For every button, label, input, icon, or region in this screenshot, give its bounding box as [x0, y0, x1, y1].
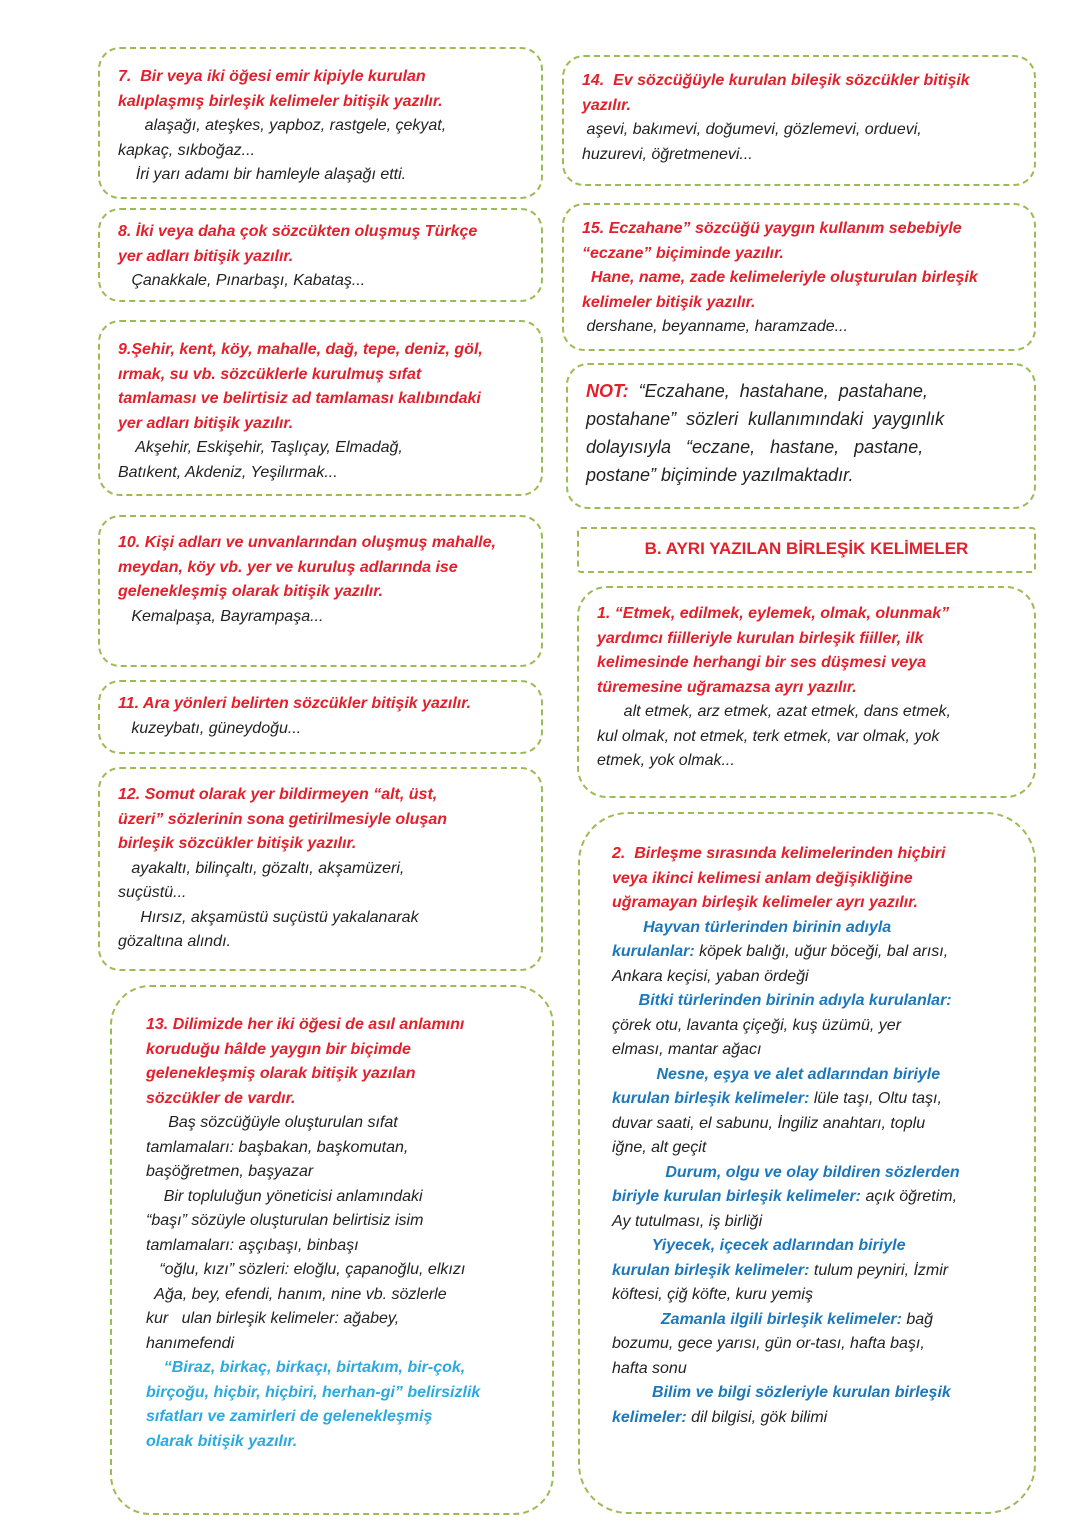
rule-13: [110, 985, 554, 1515]
text-line: [612, 1063, 1034, 1088]
text-line: yer adları bitişik yazılır.: [118, 247, 294, 265]
text-line: çörek otu, lavanta çiçeği, kuş üzümü, yer: [612, 1016, 902, 1034]
rule-10: [98, 515, 543, 667]
text-line: türemesine uğramazsa ayrı yazılır.: [597, 678, 857, 696]
text-line: kalıplaşmış birleşik kelimeler bitişik yazılır.: [118, 92, 443, 110]
text-line: kapkaç, sıkboğaz...: [118, 141, 255, 159]
text-line: [586, 461, 1016, 489]
text-line: birçoğu, hiçbir, hiçbiri, herhan-gi” belirsizlik: [146, 1383, 481, 1401]
text-line: olarak bitişik yazılır.: [146, 1432, 298, 1450]
text-line: huzurevi, öğretmenevi...: [582, 145, 753, 163]
text-line: [612, 1087, 1034, 1112]
text-line: 14. Ev sözcüğüyle kurulan bileşik sözcükler bitişik: [582, 72, 970, 89]
text-line: [612, 1185, 1034, 1210]
text-line: birleşik sözcükler bitişik yazılır.: [118, 835, 357, 852]
text-line: [612, 940, 1034, 965]
label-segment: kurulanlar:: [612, 943, 695, 960]
text-line: [586, 377, 1016, 405]
text-line: 8. İki veya daha çok sözcükten oluşmuş Türkçe: [118, 223, 478, 240]
text-line: 1. “Etmek, edilmek, eylemek, olmak, olunmak”: [597, 605, 950, 622]
text-line: aşevi, bakımevi, doğumevi, gözlemevi, orduevi,: [582, 121, 922, 138]
text-line: 10. Kişi adları ve unvanlarından oluşmuş mahalle,: [118, 534, 496, 551]
text-line: iğne, alt geçit: [612, 1139, 707, 1156]
text-line: duvar saati, el sabunu, İngiliz anahtarı, toplu: [612, 1114, 926, 1132]
text-line: Kemalpaşa, Bayrampaşa...: [118, 607, 324, 625]
text-line: 2. Birleşme sırasında kelimelerinden hiçbiri: [612, 845, 946, 862]
text-line: [612, 1259, 1034, 1284]
text-line: [612, 916, 1034, 941]
text-segment: postahane” sözleri kullanımındaki yaygınlık: [586, 409, 945, 429]
text-line: Akşehir, Eskişehir, Taşlıçay, Elmadağ,: [118, 439, 403, 456]
text-line: 11. Ara yönleri belirten sözcükler bitişik yazılır.: [118, 695, 472, 712]
text-line: [612, 1406, 1034, 1431]
text-line: gelenekleşmiş olarak bitişik yazılır.: [118, 583, 384, 600]
text-line: kul olmak, not etmek, terk etmek, var olmak, yok: [597, 727, 940, 745]
text-segment: köpek balığı, uğur böceği, bal arısı,: [694, 943, 949, 960]
text-line: gözaltına alındı.: [118, 933, 231, 950]
text-line: Ağa, bey, efendi, hanım, nine vb. sözlerle: [146, 1285, 447, 1303]
text-line: kuzeybatı, güneydoğu...: [118, 719, 302, 737]
section-b-heading: [577, 527, 1036, 573]
text-line: etmek, yok olmak...: [597, 752, 735, 769]
text-line: ırmak, su vb. sözcüklerle kurulmuş sıfat: [118, 365, 422, 383]
label-segment: biriyle kurulan birleşik kelimeler:: [612, 1188, 861, 1205]
label-segment: Nesne, eşya ve alet adlarından biriyle: [612, 1065, 941, 1083]
text-line: gelenekleşmiş olarak bitişik yazılan: [146, 1065, 416, 1082]
label-segment: kelimeler:: [612, 1408, 687, 1426]
text-line: “eczane” biçiminde yazılır.: [582, 244, 784, 262]
text-line: 13. Dilimizde her iki öğesi de asıl anlamını: [146, 1016, 465, 1033]
text-line: kur ulan birleşik kelimeler: ağabey,: [146, 1310, 400, 1327]
rule-b2: [578, 812, 1036, 1514]
label-segment: Yiyecek, içecek adlarından biriyle: [612, 1237, 906, 1254]
text-line: üzeri” sözlerinin sona getirilmesiyle oluşan: [118, 810, 447, 828]
text-line: “oğlu, kızı” sözleri: eloğlu, çapanoğlu, elkızı: [146, 1261, 466, 1278]
text-segment: dil bilgisi, gök bilimi: [686, 1408, 828, 1426]
label-segment: NOT:: [586, 381, 629, 401]
text-line: [612, 1161, 1034, 1186]
text-line: hanımefendi: [146, 1334, 235, 1352]
text-line: meydan, köy vb. yer ve kuruluş adlarında ise: [118, 558, 458, 576]
text-line: uğramayan birleşik kelimeler ayrı yazılır.: [612, 894, 918, 911]
text-line: köftesi, çiğ köfte, kuru yemiş: [612, 1286, 813, 1303]
text-line: yardımcı fiilleriyle kurulan birleşik fiiller, ilk: [597, 629, 924, 647]
rule-7: [98, 47, 543, 199]
text-line: [612, 1381, 1034, 1406]
rule-14: [562, 55, 1036, 186]
text-line: “Biraz, birkaç, birkaçı, birtakım, bir-çok,: [146, 1359, 466, 1376]
rule-b1: [577, 586, 1036, 798]
text-line: tamlamaları: aşçıbaşı, binbaşı: [146, 1236, 359, 1254]
text-line: Ay tutulması, iş birliği: [612, 1212, 763, 1230]
text-line: Batıkent, Akdeniz, Yeşilırmak...: [118, 463, 338, 481]
text-line: [612, 1234, 1034, 1259]
label-segment: Durum, olgu ve olay bildiren sözlerden: [612, 1163, 960, 1181]
text-line: Çanakkale, Pınarbaşı, Kabataş...: [118, 272, 366, 289]
rule-8: [98, 208, 543, 302]
text-line: 15. Eczahane” sözcüğü yaygın kullanım sebebiyle: [582, 220, 962, 237]
text-line: veya ikinci kelimesi anlam değişikliğine: [612, 869, 913, 887]
text-line: hafta sonu: [612, 1359, 687, 1377]
text-line: [612, 989, 1034, 1014]
rule-12: [98, 767, 543, 971]
text-line: elması, mantar ağacı: [612, 1041, 762, 1058]
text-line: ayakaltı, bilinçaltı, gözaltı, akşamüzeri,: [118, 859, 405, 877]
text-line: yer adları bitişik yazılır.: [118, 414, 294, 432]
text-segment: postane” biçiminde yazılmaktadır.: [586, 465, 854, 485]
text-line: tamlamaları: başbakan, başkomutan,: [146, 1138, 409, 1156]
text-line: Ankara keçisi, yaban ördeği: [612, 967, 809, 985]
text-line: alaşağı, ateşkes, yapboz, rastgele, çekyat,: [118, 117, 447, 134]
text-segment: lüle taşı, Oltu taşı,: [809, 1090, 942, 1107]
label-segment: Bitki türlerinden birinin adıyla kurulanlar:: [612, 992, 952, 1009]
text-line: alt etmek, arz etmek, azat etmek, dans etmek,: [597, 703, 951, 720]
text-segment: açık öğretim,: [861, 1188, 958, 1205]
text-line: İri yarı adamı bir hamleyle alaşağı etti.: [118, 166, 407, 183]
label-segment: Zamanla ilgili birleşik kelimeler:: [612, 1310, 902, 1328]
text-line: 12. Somut olarak yer bildirmeyen “alt, üst,: [118, 786, 438, 803]
text-line: “başı” sözüyle oluşturulan belirtisiz isim: [146, 1212, 424, 1229]
section-b-heading-text: B. AYRI YAZILAN BİRLEŞİK KELİMELER: [644, 539, 969, 558]
text-line: sıfatları ve zamirleri de gelenekleşmiş: [146, 1408, 433, 1425]
text-line: tamlaması ve belirtisiz ad tamlaması kalıbındaki: [118, 390, 481, 407]
text-segment: dolayısıyla “eczane, hastane, pastane,: [586, 437, 924, 457]
text-line: sözcükler de vardır.: [146, 1089, 296, 1107]
text-line: Hane, name, zade kelimeleriyle oluşturulan birleşik: [582, 269, 978, 286]
label-segment: Hayvan türlerinden birinin adıyla: [612, 918, 892, 936]
text-line: 7. Bir veya iki öğesi emir kipiyle kurulan: [118, 68, 426, 85]
rule-15: [562, 203, 1036, 351]
text-line: Hırsız, akşamüstü suçüstü yakalanarak: [118, 908, 419, 926]
text-line: [586, 405, 1016, 433]
text-segment: bağ: [901, 1310, 934, 1328]
text-line: yazılır.: [582, 96, 631, 114]
text-line: [612, 1308, 1034, 1333]
text-line: kelimesinde herhangi bir ses düşmesi veya: [597, 654, 927, 671]
text-line: dershane, beyanname, haramzade...: [582, 318, 848, 335]
text-line: başöğretmen, başyazar: [146, 1163, 314, 1180]
text-segment: tulum peyniri, İzmir: [809, 1261, 949, 1279]
rule-11: [98, 680, 543, 754]
text-line: bozumu, gece yarısı, gün or-tası, hafta başı,: [612, 1335, 925, 1352]
rule-9: [98, 320, 543, 496]
label-segment: kurulan birleşik kelimeler:: [612, 1261, 810, 1279]
text-line: suçüstü...: [118, 884, 187, 901]
text-line: Baş sözcüğüyle oluşturulan sıfat: [146, 1114, 398, 1131]
label-segment: kurulan birleşik kelimeler:: [612, 1090, 810, 1107]
text-line: kelimeler bitişik yazılır.: [582, 293, 756, 311]
text-segment: “Eczahane, hastahane, pastahane,: [628, 381, 928, 401]
text-line: [586, 433, 1016, 461]
text-line: koruduğu hâlde yaygın bir biçimde: [146, 1040, 411, 1058]
note: [566, 363, 1036, 509]
text-line: Bir topluluğun yöneticisi anlamındaki: [146, 1187, 423, 1205]
label-segment: Bilim ve bilgi sözleriyle kurulan birleşik: [612, 1384, 951, 1401]
text-line: 9.Şehir, kent, köy, mahalle, dağ, tepe, deniz, göl,: [118, 341, 483, 358]
